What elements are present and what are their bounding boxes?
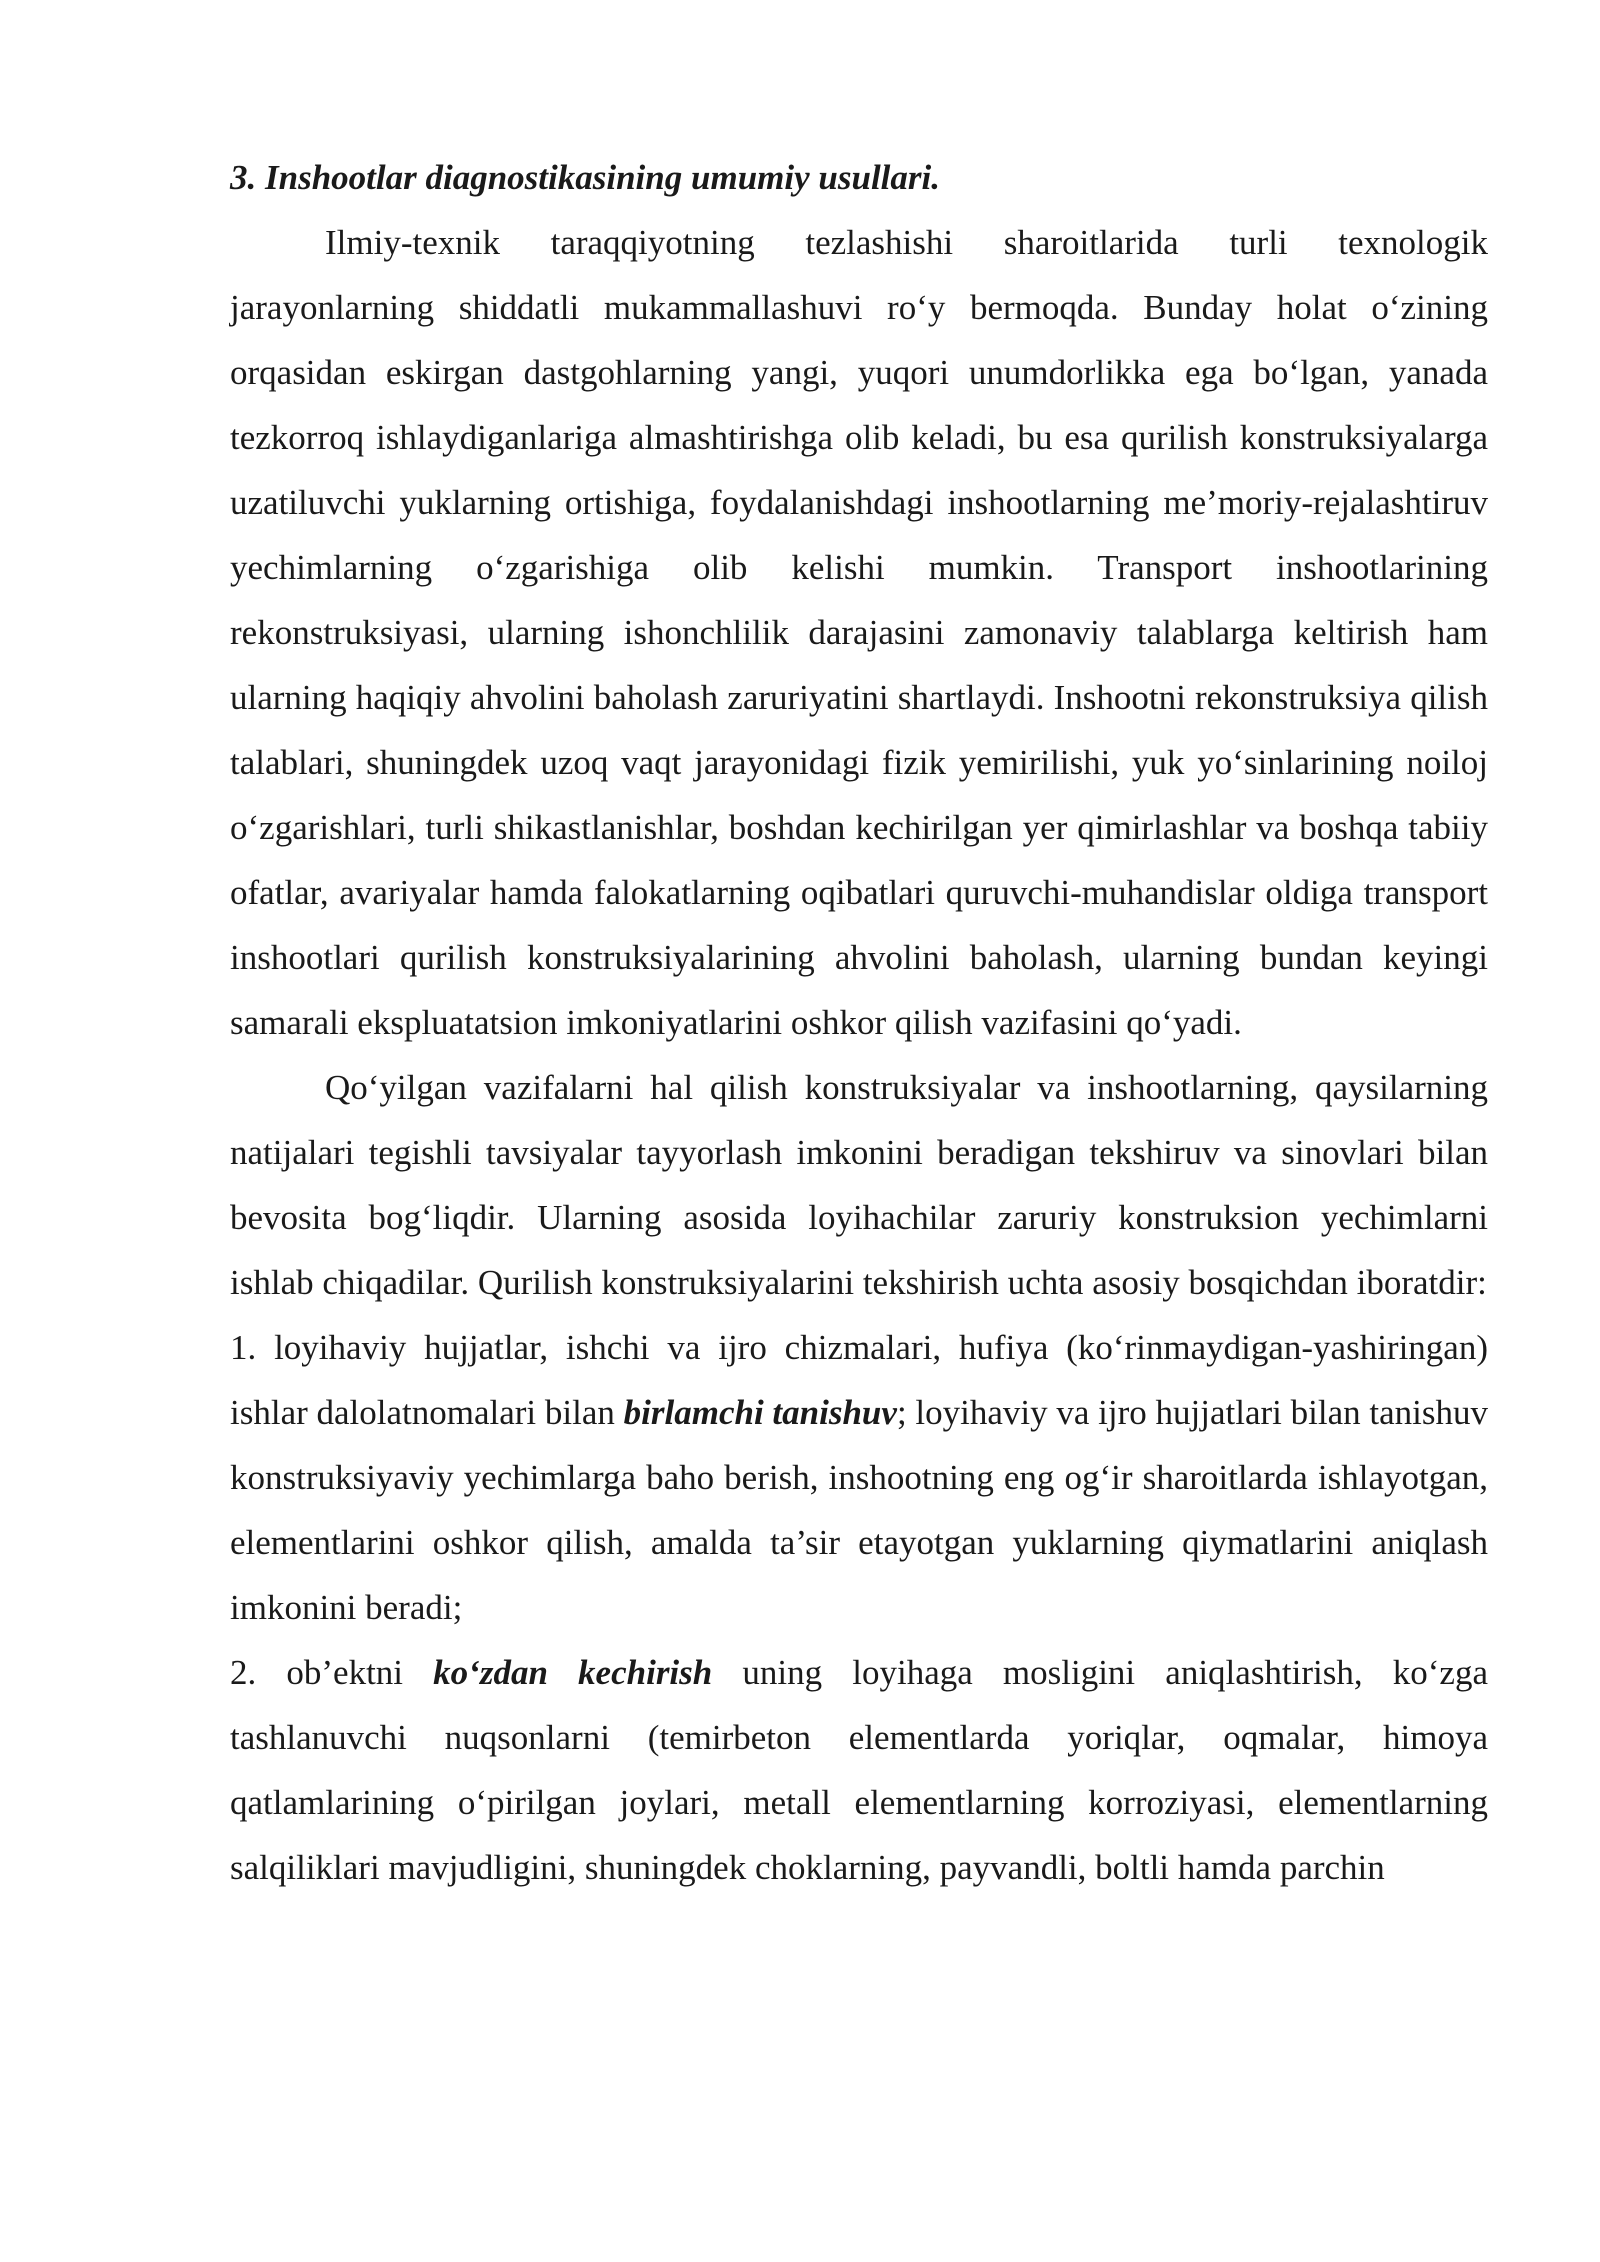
section-heading: 3. Inshootlar diagnostikasining umumiy usullari. [230,158,940,197]
list-item-2-prefix: 2. ob’ektni [230,1653,434,1692]
paragraph-1: Ilmiy-texnik taraqqiyotning tezlashishi sharoitlarida turli texnologik jarayonlarning shiddatli mukammallashuvi ro‘y bermoqda. Bunday holat o‘zining orqasidan eskirgan dastgohlarning yangi, yuqori unumdorlikka ega bo‘lgan, yanada tezkorroq ishlaydiganlariga almashtirishga olib keladi, bu esa qurilish konstruksiyalarga uzatiluvchi yuklarning ortishiga, foydalanishdagi inshootlarning me’moriy-rejalashtiruv yechimlarning o‘zgarishiga olib kelishi mumkin. Transport inshootlarining rekonstruksiyasi, ularning ishonchlilik darajasini zamonaviy talablarga keltirish ham ularning haqiqiy ahvolini baholash zaruriyatini shartlaydi. Inshootni rekonstruksiya qilish talablari, shuningdek uzoq vaqt jarayonidagi fizik yemirilishi, yuk yo‘sinlarining noiloj o‘zgarishlari, turli shikastlanishlar, boshdan kechirilgan yer qimirlashlar va boshqa tabiiy ofatlar, avariyalar hamda falokatlarning oqibatlari quruvchi-muhandislar oldiga transport inshootlari qurilish konstruksiyalarining ahvolini baholash, ularning bundan keyingi samarali ekspluatatsion imkoniyatlarini oshkor qilish vazifasini qo‘yadi. [230,223,1488,1042]
list-item-1-prefix: 1. loyihaviy hujjatlar, ishchi va ijro chizmalari, hufiya (ko‘rinmaydigan-yashiringan) ishlar dalolatnomalari bilan [230,1328,1488,1432]
list-item-2-suffix: uning loyihaga mosligini aniqlashtirish, ko‘zga tashlanuvchi nuqsonlarni (temirbeton elementlarda yoriqlar, oqmalar, himoya qatlamlarining o‘pirilgan joylari, metall elementlarning korroziyasi, elementlarning salqiliklari mavjudligini, shuningdek choklarning, payvandli, boltli hamda parchin [230,1653,1488,1887]
document-page [230,145,1488,1900]
list-item-2-emphasis: ko‘zdan kechirish [433,1653,713,1692]
list-item-2 [230,1640,1488,1900]
list-item-1-emphasis: birlamchi tanishuv [623,1393,897,1432]
list-item-1 [230,1315,1488,1640]
list-item-1-suffix: ; loyihaviy va ijro hujjatlari bilan tanishuv konstruksiyaviy yechimlarga baho berish, inshootning eng og‘ir sharoitlarda ishlayotgan, elementlarini oshkor qilish, amalda ta’sir etayotgan yuklarning qiymatlarini aniqlash imkonini beradi; [230,1393,1488,1627]
paragraph-2: Qo‘yilgan vazifalarni hal qilish konstruksiyalar va inshootlarning, qaysilarning natijalari tegishli tavsiyalar tayyorlash imkonini beradigan tekshiruv va sinovlari bilan bevosita bog‘liqdir. Ularning asosida loyihachilar zaruriy konstruksion yechimlarni ishlab chiqadilar. Qurilish konstruksiyalarini tekshirish uchta asosiy bosqichdan iboratdir: [230,1068,1488,1302]
